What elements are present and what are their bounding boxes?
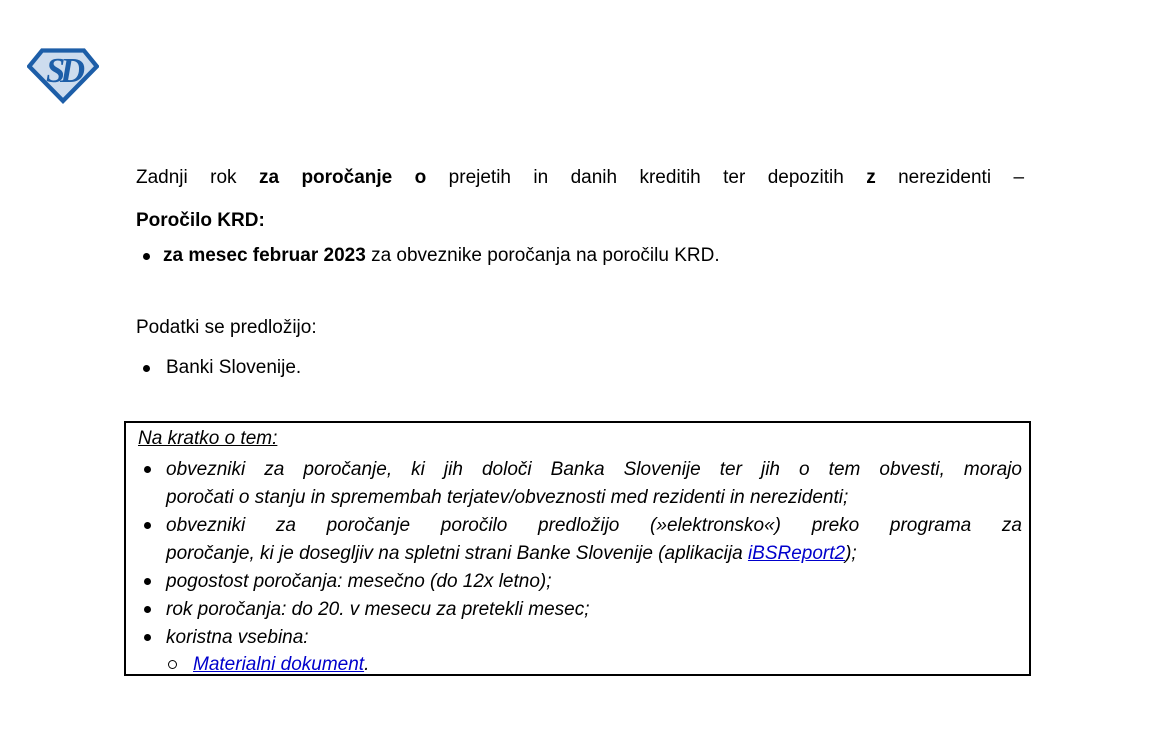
info-bullet-obligors — [142, 456, 1022, 512]
bullet-icon — [143, 365, 150, 372]
intro-bold-2: z — [866, 167, 876, 188]
ibsreport2-link[interactable]: iBSReport2 — [747, 543, 846, 564]
info-bullet-deadline — [142, 596, 1022, 624]
deadline-bold: za mesec februar 2023 — [163, 245, 366, 266]
info-bullet-useful-content — [142, 624, 1022, 652]
bullet-icon — [144, 578, 151, 585]
intro-text-3: nerezidenti – — [875, 167, 1025, 188]
deadline-rest: za obveznike poročanja na poročilu KRD. — [365, 245, 720, 266]
info-sub-bullet — [166, 651, 1006, 679]
info-bullet-line: poročati o stanju in spremembah terjatev/obveznosti med rezidenti in nerezidenti; — [166, 487, 849, 508]
bullet-icon — [144, 634, 151, 641]
info-bullet-line: obvezniki za poročanje, ki jih določi Banka Slovenije ter jih o tem obvesti, morajo — [166, 459, 1022, 480]
sd-logo — [27, 46, 99, 104]
report-title: Poročilo KRD: — [136, 210, 265, 231]
intro-text-1: Zadnji rok — [136, 167, 259, 188]
info-bullet-line: rok poročanja: do 20. v mesecu za pretekli mesec; — [166, 599, 590, 620]
logo-text: SD — [45, 52, 81, 91]
info-box — [124, 421, 1031, 676]
bullet-icon — [143, 253, 150, 260]
info-bullet-line-post: ); — [845, 543, 857, 564]
info-bullet-frequency — [142, 568, 1022, 596]
info-bullet-line: pogostost poročanja: mesečno (do 12x letno); — [166, 571, 552, 592]
bullet-icon — [144, 522, 151, 529]
materialni-dokument-link[interactable]: Materialni dokument — [193, 654, 365, 675]
intro-paragraph — [136, 167, 1024, 189]
bullet-icon — [144, 606, 151, 613]
info-bullet-line-pre: poročanje, ki je dosegljiv na spletni strani Banke Slovenije (aplikacija — [166, 543, 748, 564]
deadline-bullet — [141, 245, 1031, 267]
info-bullet-line: obvezniki za poročanje poročilo predložijo (»elektronsko«) preko programa za — [166, 515, 1022, 536]
info-sub-bullet-post: . — [364, 654, 370, 675]
submission-heading: Podatki se predložijo: — [136, 317, 317, 338]
submission-bullet-text: Banki Slovenije. — [166, 357, 302, 378]
info-bullet-line — [166, 540, 1022, 568]
intro-bold-1: za poročanje o — [258, 167, 427, 188]
info-box-title: Na kratko o tem: — [138, 428, 278, 449]
intro-text-2: prejetih in danih kreditih ter depozitih — [426, 167, 867, 188]
circle-bullet-icon — [168, 660, 177, 669]
info-bullet-line: koristna vsebina: — [166, 627, 309, 648]
info-bullet-submission — [142, 512, 1022, 568]
bullet-icon — [144, 466, 151, 473]
submission-bullet — [141, 357, 741, 379]
sd-logo-icon — [27, 46, 99, 104]
